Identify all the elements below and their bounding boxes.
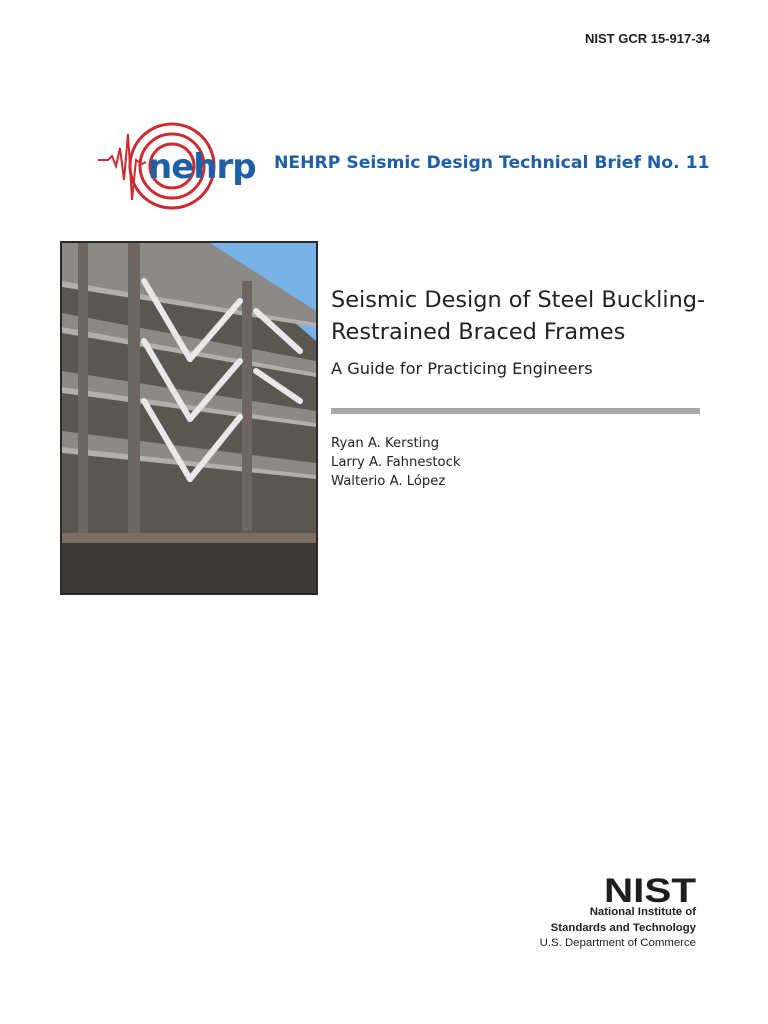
report-title-line-2: Restrained Braced Frames [331, 319, 626, 345]
author-list [331, 434, 461, 491]
author-name: Walterio A. López [331, 474, 446, 489]
nehrp-logo [96, 120, 256, 212]
series-title: NEHRP Seismic Design Technical Brief No. 11 [274, 153, 710, 173]
logo-wordmark: nehrp [148, 147, 256, 187]
author-name: Ryan A. Kersting [331, 436, 440, 451]
nist-logo [600, 874, 696, 904]
agency-name-line-2: Standards and Technology [550, 921, 696, 934]
agency-block [500, 905, 696, 952]
cover-photo-steel-frame [60, 241, 318, 595]
agency-name-line-1: National Institute of [589, 906, 696, 918]
title-divider [331, 408, 700, 414]
nist-logo-text: NIST [604, 874, 696, 904]
report-number: NIST GCR 15-917-34 [585, 31, 710, 46]
report-title [331, 284, 705, 348]
report-title-line-1: Seismic Design of Steel Buckling- [331, 287, 706, 313]
department-name: U.S. Department of Commerce [539, 937, 696, 949]
report-subtitle: A Guide for Practicing Engineers [331, 359, 593, 378]
author-name: Larry A. Fahnestock [331, 455, 461, 470]
